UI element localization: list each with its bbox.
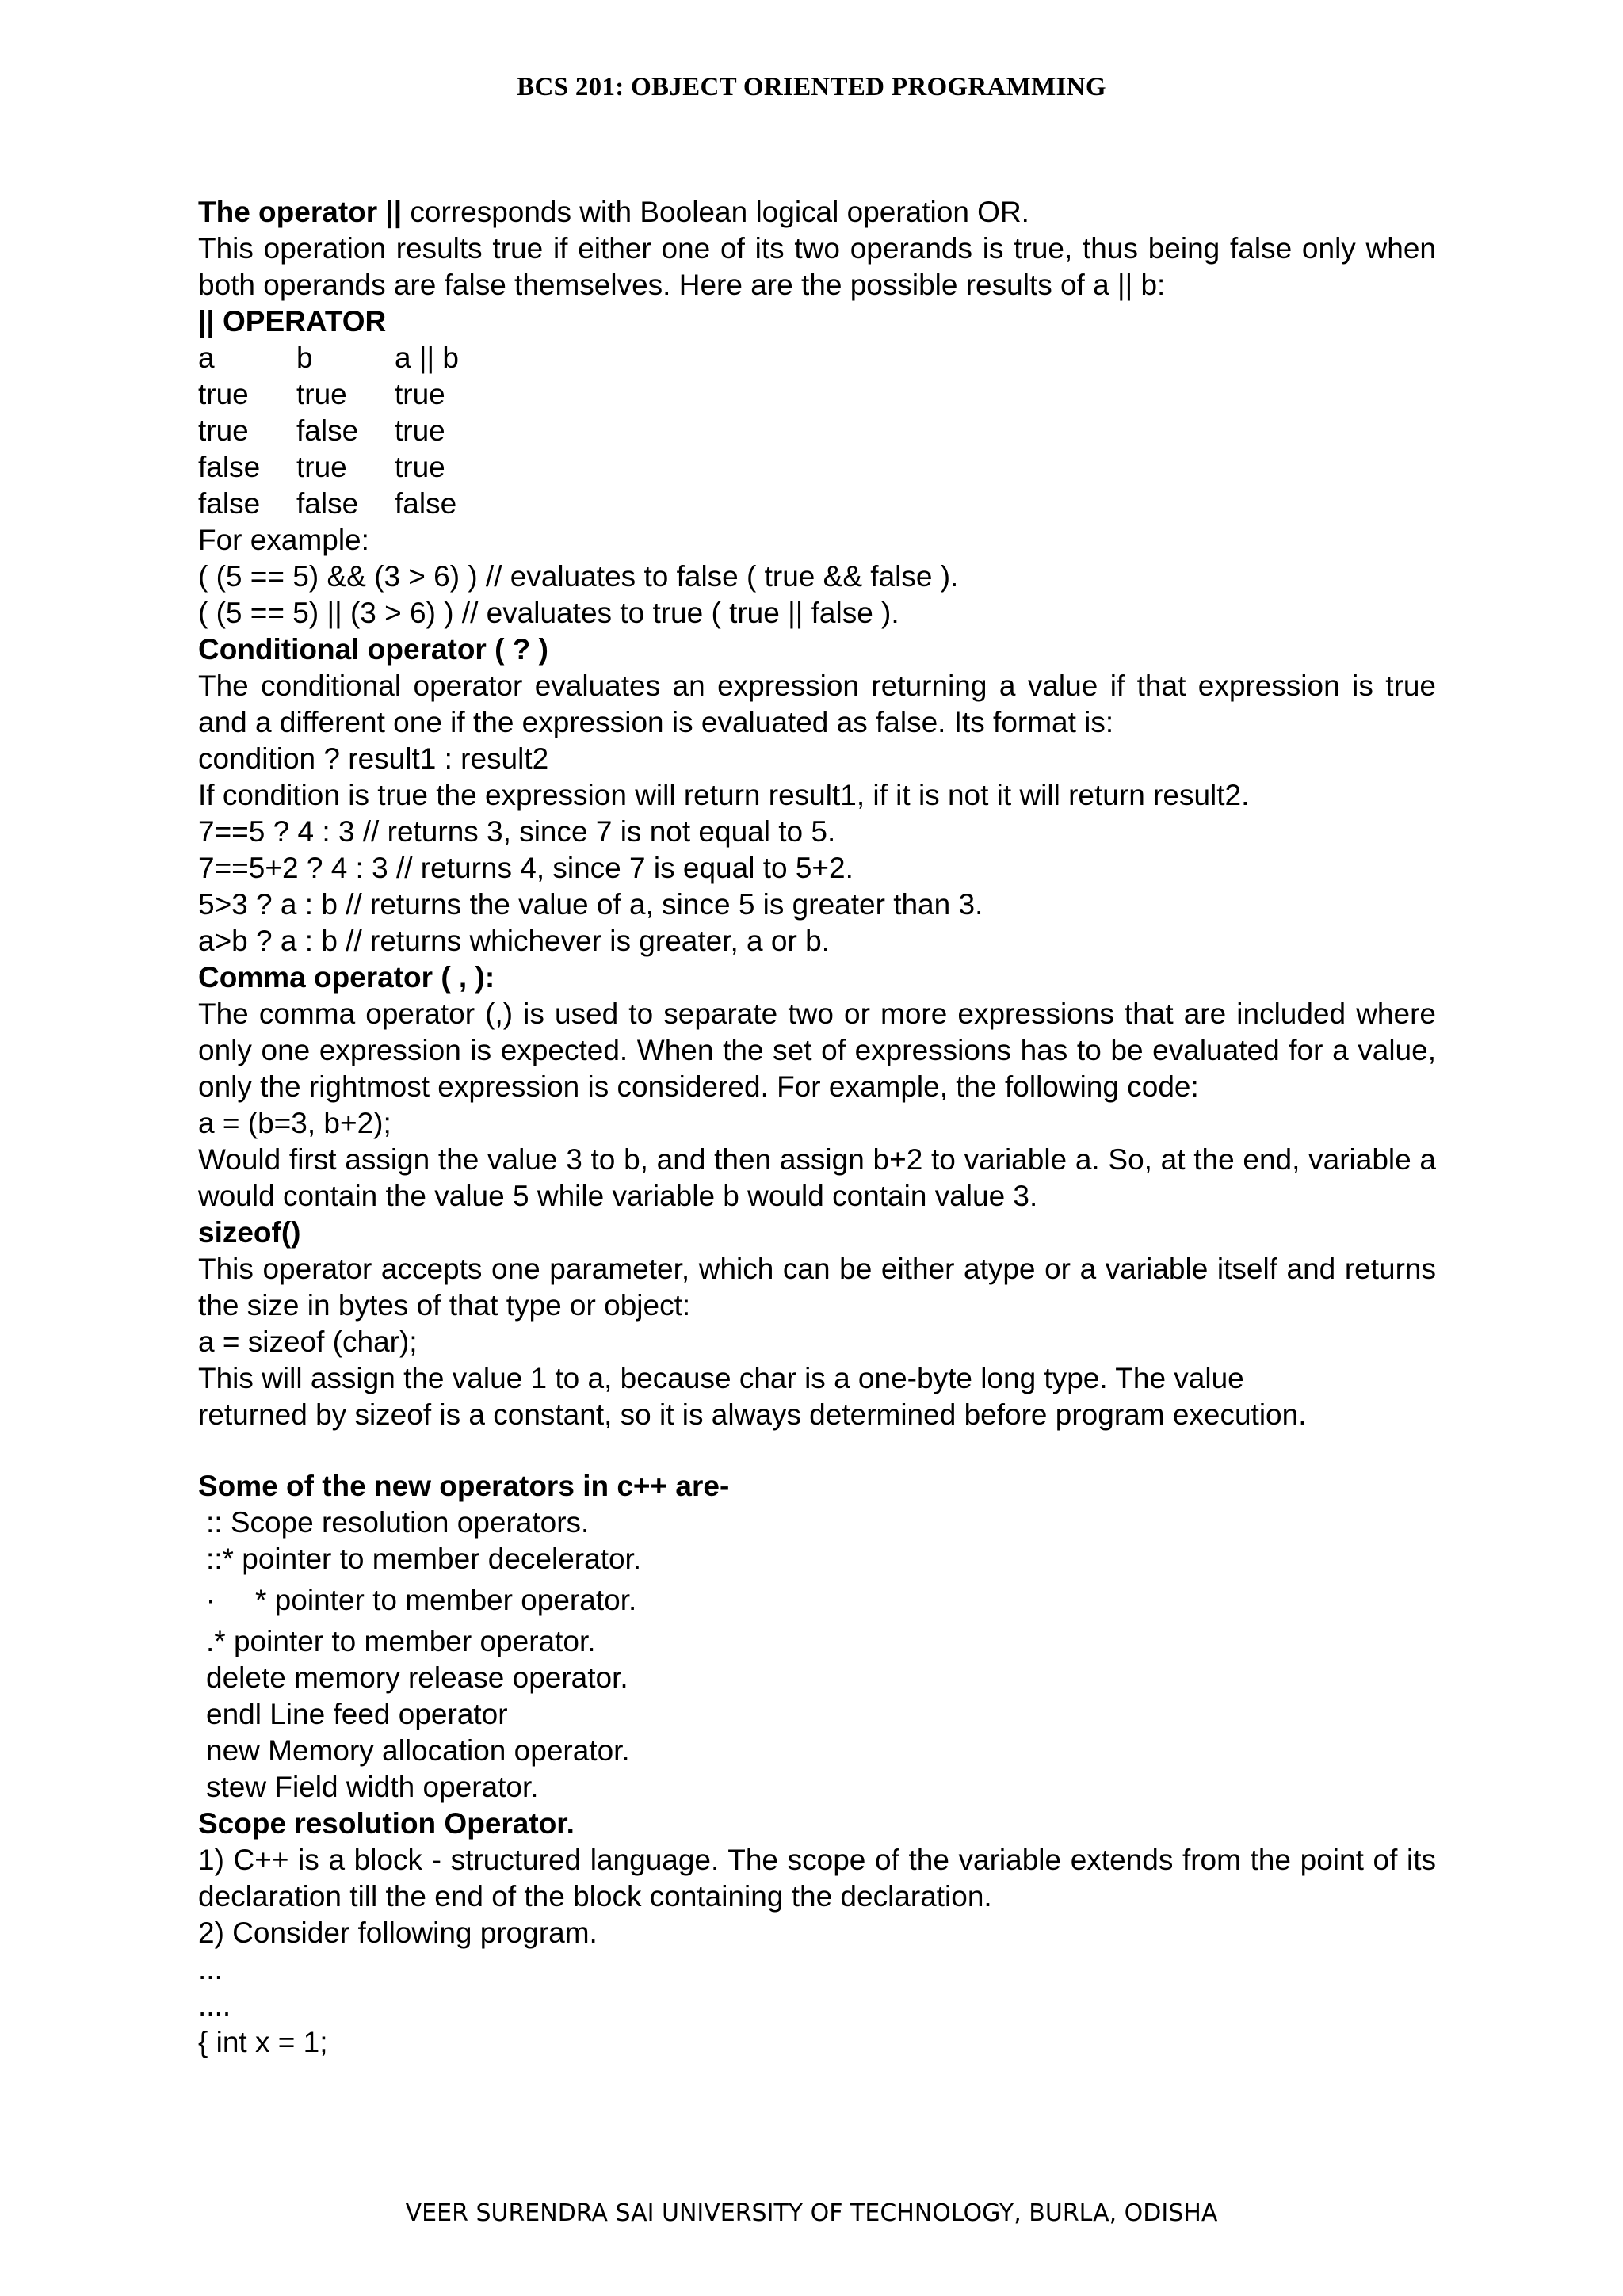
table-cell: false	[296, 414, 359, 447]
table-cell: false	[395, 487, 457, 520]
conditional-description: The conditional operator evaluates an expression returning a value if that expression is true and a different one if the expression is evaluated as false. Its format is:	[198, 669, 1436, 738]
list-item: stew Field width operator.	[206, 1771, 539, 1803]
list-item: :: Scope resolution operators.	[206, 1506, 590, 1539]
document-body	[198, 194, 1436, 2061]
or-intro-bold: The operator ||	[198, 196, 403, 228]
table-header-cell: a || b	[395, 341, 459, 374]
conditional-example: a>b ? a : b // returns whichever is greater, a or b.	[198, 925, 830, 957]
conditional-example: 7==5 ? 4 : 3 // returns 3, since 7 is not equal to 5.	[198, 815, 836, 848]
list-item: new Memory allocation operator.	[206, 1734, 630, 1767]
scope-point-2: 2) Consider following program.	[198, 1917, 598, 1949]
table-cell: false	[296, 487, 359, 520]
list-item-text: * pointer to member operator.	[255, 1584, 637, 1616]
comma-heading: Comma operator ( , ):	[198, 961, 495, 994]
conditional-heading: Conditional operator ( ? )	[198, 633, 548, 666]
comma-explain: Would first assign the value 3 to b, and then assign b+2 to variable a. So, at the end, variable a would contain the value 5 while variable b would contain value 3.	[198, 1143, 1436, 1212]
sizeof-code: a = sizeof (char);	[198, 1325, 418, 1358]
list-item: .* pointer to member operator.	[206, 1625, 596, 1657]
or-intro	[198, 194, 1436, 231]
bullet-icon: ·	[206, 1585, 216, 1615]
page-footer: VEER SURENDRA SAI UNIVERSITY OF TECHNOLOGY, BURLA, ODISHA	[405, 2199, 1218, 2227]
table-cell: true	[296, 451, 347, 483]
comma-code: a = (b=3, b+2);	[198, 1107, 391, 1139]
new-operators-heading: Some of the new operators in c++ are-	[198, 1470, 730, 1502]
table-cell: true	[395, 414, 445, 447]
or-intro-rest: corresponds with Boolean logical operation OR.	[402, 196, 1029, 228]
conditional-example: 7==5+2 ? 4 : 3 // returns 4, since 7 is equal to 5+2.	[198, 852, 854, 884]
table-header-row	[198, 340, 493, 376]
or-table-title: || OPERATOR	[198, 305, 387, 338]
table-header-cell: b	[296, 341, 313, 374]
example-label: For example:	[198, 524, 369, 556]
table-row	[198, 413, 493, 449]
table-row	[198, 449, 493, 486]
table-cell: true	[198, 378, 249, 410]
scope-heading: Scope resolution Operator.	[198, 1807, 575, 1840]
list-item: ::* pointer to member decelerator.	[206, 1543, 642, 1575]
example-line: ( (5 == 5) && (3 > 6) ) // evaluates to false ( true && false ).	[198, 560, 959, 593]
page-header: BCS 201: OBJECT ORIENTED PROGRAMMING	[517, 73, 1106, 101]
table-cell: true	[296, 378, 347, 410]
comma-description: The comma operator (,) is used to separate two or more expressions that are included where only one expression is expected. When the set of expressions has to be evaluated for a value, only the rightmost expression is considered. For example, the following code:	[198, 997, 1436, 1103]
sizeof-heading: sizeof()	[198, 1216, 301, 1249]
table-cell: false	[198, 487, 261, 520]
or-truth-table	[198, 340, 493, 522]
code-ellipsis: ...	[198, 1953, 223, 1985]
scope-point-1: 1) C++ is a block - structured language. The scope of the variable extends from the point of its declaration till the end of the block containing the declaration.	[198, 1844, 1436, 1913]
code-line: { int x = 1;	[198, 2026, 328, 2058]
sizeof-explain-1: This will assign the value 1 to a, because char is a one-byte long type. The value	[198, 1362, 1244, 1394]
list-item: delete memory release operator.	[206, 1661, 628, 1694]
table-cell: true	[395, 378, 445, 410]
conditional-explain: If condition is true the expression will return result1, if it is not it will return result2.	[198, 779, 1250, 811]
table-cell: false	[198, 451, 261, 483]
table-row	[198, 376, 493, 413]
table-header-cell: a	[198, 341, 215, 374]
table-cell: true	[198, 414, 249, 447]
code-ellipsis: ....	[198, 1989, 231, 2022]
table-cell: true	[395, 451, 445, 483]
conditional-format: condition ? result1 : result2	[198, 742, 549, 775]
sizeof-description: This operator accepts one parameter, which can be either atype or a variable itself and returns the size in bytes of that type or object:	[198, 1253, 1436, 1322]
or-description: This operation results true if either one of its two operands is true, thus being false only when both operands are false themselves. Here are the possible results of a || b:	[198, 232, 1436, 301]
section-spacer	[198, 1433, 1436, 1468]
list-item: endl Line feed operator	[206, 1698, 508, 1730]
bullet-list-item	[198, 1577, 1436, 1623]
table-row	[198, 486, 493, 522]
example-line: ( (5 == 5) || (3 > 6) ) // evaluates to true ( true || false ).	[198, 597, 899, 629]
conditional-example: 5>3 ? a : b // returns the value of a, since 5 is greater than 3.	[198, 888, 983, 921]
sizeof-explain-2: returned by sizeof is a constant, so it is always determined before program execution.	[198, 1398, 1307, 1431]
